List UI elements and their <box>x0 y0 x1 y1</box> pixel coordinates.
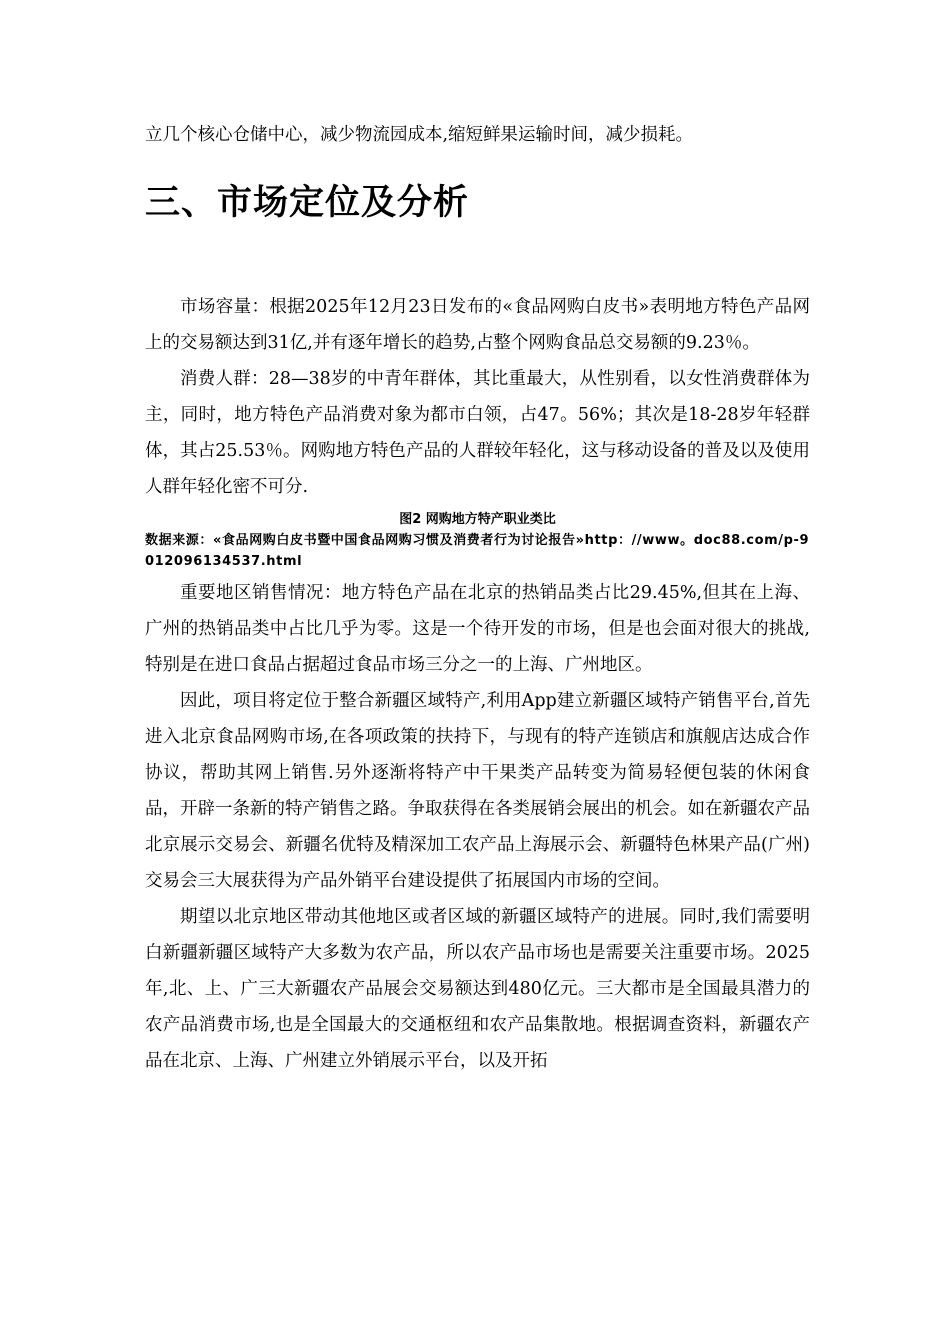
regional-sales-paragraph: 重要地区销售情况：地方特色产品在北京的热销品类占比29.45%,但其在上海、广州的热销品类中占比几乎为零。这是一个待开发的市场，但是也会面对很大的挑战,特别是在进口食品占据超过食品市场三分之一的上海、广州地区。 <box>145 583 810 675</box>
page-content <box>145 117 810 1079</box>
expectation-paragraph: 期望以北京地区带动其他地区或者区域的新疆区域特产的进展。同时,我们需要明白新疆新疆区域特产大多数为农产品，所以农产品市场也是需要关注重要市场。2025年,北、上、广三大新疆农产品展会交易额达到480亿元。三大都市是全国最具潜力的农产品消费市场,也是全国最大的交通枢纽和农产品集散地。根据调查资料，新疆农产品在北京、上海、广州建立外销展示平台，以及开拓 <box>145 907 810 1071</box>
consumer-group-paragraph: 消费人群：28—38岁的中青年群体，其比重最大，从性别看，以女性消费群体为主，同时，地方特色产品消费对象为都市白领，占47。56%；其次是18-28岁年轻群体，其占25.53％。网购地方特色产品的人群较年轻化，这与移动设备的普及以及使用人群年轻化密不可分. <box>145 369 810 497</box>
data-source-note: 数据来源：«食品网购白皮书暨中国食品网购习惯及消费者行为讨论报告»http：//www。doc88.com/p-9012096134537.html <box>145 533 810 569</box>
section-heading: 三、市场定位及分析 <box>145 183 470 223</box>
positioning-paragraph: 因此，项目将定位于整合新疆区域特产,利用App建立新疆区域特产销售平台,首先进入北京食品网购市场,在各项政策的扶持下，与现有的特产连锁店和旗舰店达成合作协议，帮助其网上销售.另外逐渐将特产中干果类产品转变为简易轻便包装的休闲食品，开辟一条新的特产销售之路。争取获得在各类展销会展出的机会。如在新疆农产品北京展示交易会、新疆名优特及精深加工农产品上海展示会、新疆特色林果产品(广州)交易会三大展获得为产品外销平台建设提供了拓展国内市场的空间。 <box>145 691 810 891</box>
continuation-paragraph: 立几个核心仓储中心，减少物流园成本,缩短鲜果运输时间，减少损耗。 <box>145 125 694 145</box>
figure-caption: 图2 网购地方特产职业类比 <box>399 512 556 527</box>
market-capacity-paragraph: 市场容量：根据2025年12月23日发布的«食品网购白皮书»表明地方特色产品网上的交易额达到31亿,并有逐年增长的趋势,占整个网购食品总交易额的9.23％。 <box>145 297 810 353</box>
